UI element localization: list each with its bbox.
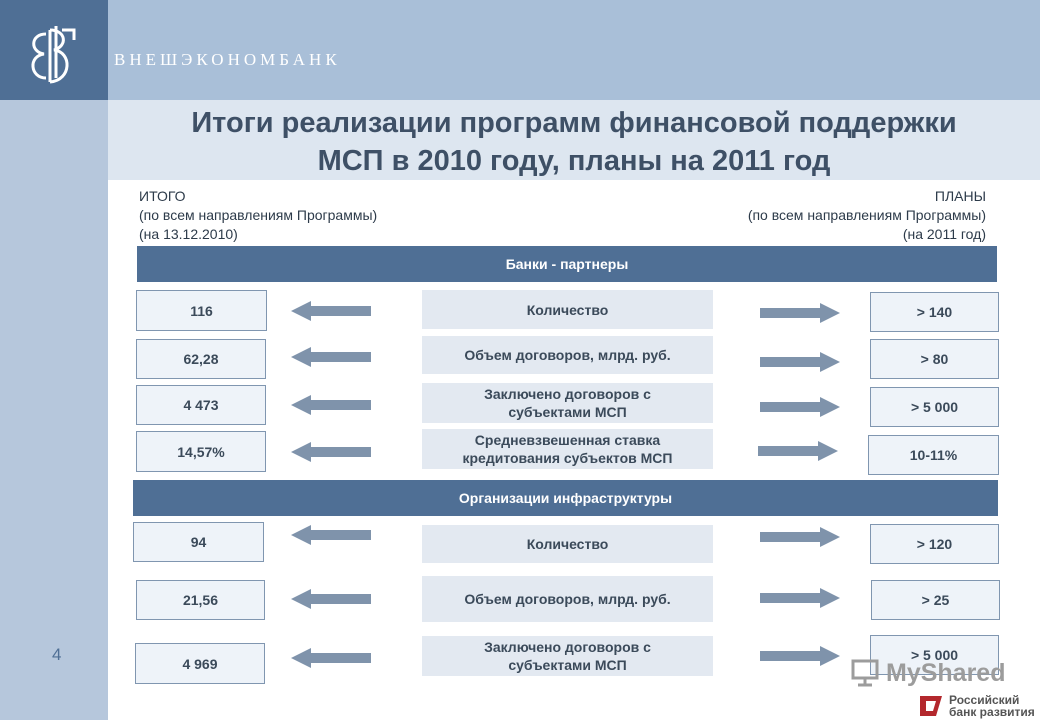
metric-label-line-1: Заключено договоров с [484,386,651,402]
left-decor-band [0,0,108,720]
actual-value: 4 473 [136,385,266,425]
metric-label-line-1: Заключено договоров с [484,639,651,655]
header-left-date: (на 13.12.2010) [139,226,238,242]
actual-value: 116 [136,290,267,331]
header-right-title: ПЛАНЫ [934,188,986,204]
corner-logo-line-2: банк развития [949,705,1035,719]
arrow-left-icon [291,346,371,368]
corner-logo [918,692,1040,720]
title-line-2: МСП в 2010 году, планы на 2011 год [317,145,831,177]
corner-logo-line-1: Российский [949,693,1020,707]
plan-value: > 25 [871,580,1000,620]
metric-label: Количество [422,525,713,563]
section-bar-banks: Банки - партнеры [137,246,997,282]
header-left-title: ИТОГО [139,188,186,204]
logo-panel [0,0,108,100]
arrow-right-icon [760,587,840,609]
plan-value: > 120 [870,524,999,564]
metric-label: Количество [422,290,713,329]
arrow-right-icon [760,645,840,667]
section-bar-infrastructure: Организации инфраструктуры [133,480,998,516]
metric-label-line-2: субъектами МСП [508,657,627,673]
title-line-1: Итоги реализации программ финансовой поддержки [191,107,957,139]
page-number: 4 [52,645,62,664]
metric-label: Объем договоров, млрд. руб. [422,576,713,622]
arrow-left-icon [291,441,371,463]
page-title [108,104,1040,180]
metric-label-line-1: Средневзвешенная ставка [474,432,661,448]
plan-value: > 5 000 [870,387,999,427]
header-left-scope: (по всем направлениям Программы) [139,207,378,223]
actual-value: 4 969 [135,643,265,684]
arrow-left-icon [291,588,371,610]
arrow-right-icon [760,526,840,548]
veb-logo-icon [0,0,108,100]
watermark-text: MyShared [886,658,1006,687]
plan-value: > 5 000 [870,635,999,675]
actual-value: 62,28 [136,339,266,379]
header-right-date: (на 2011 год) [902,226,986,242]
plan-value: > 140 [870,292,999,332]
actual-value: 14,57% [136,431,266,472]
arrow-left-icon [291,524,371,546]
corner-logo-text [949,694,1035,718]
metric-label [422,636,713,676]
plan-value: 10-11% [868,435,999,475]
watermark [850,658,1005,688]
header-right-scope: (по всем направлениям Программы) [747,207,986,223]
brand-name: ВНЕШЭКОНОМБАНК [114,50,341,69]
arrow-right-icon [760,396,840,418]
arrow-left-icon [291,394,371,416]
header-right [748,187,986,244]
plan-value: > 80 [870,339,999,379]
arrow-left-icon [291,300,371,322]
rbr-logo-icon [918,694,944,718]
metric-label [422,383,713,423]
actual-value: 94 [133,522,264,562]
arrow-left-icon [291,647,371,669]
metric-label-line-2: кредитования субъектов МСП [462,450,673,466]
metric-label [422,429,713,469]
metric-label-line-2: субъектами МСП [508,404,627,420]
arrow-right-icon [758,440,838,462]
metric-label: Объем договоров, млрд. руб. [422,336,713,374]
arrow-right-icon [760,302,840,324]
presentation-icon [850,658,880,688]
actual-value: 21,56 [136,580,265,620]
header-left [139,187,377,244]
arrow-right-icon [760,351,840,373]
